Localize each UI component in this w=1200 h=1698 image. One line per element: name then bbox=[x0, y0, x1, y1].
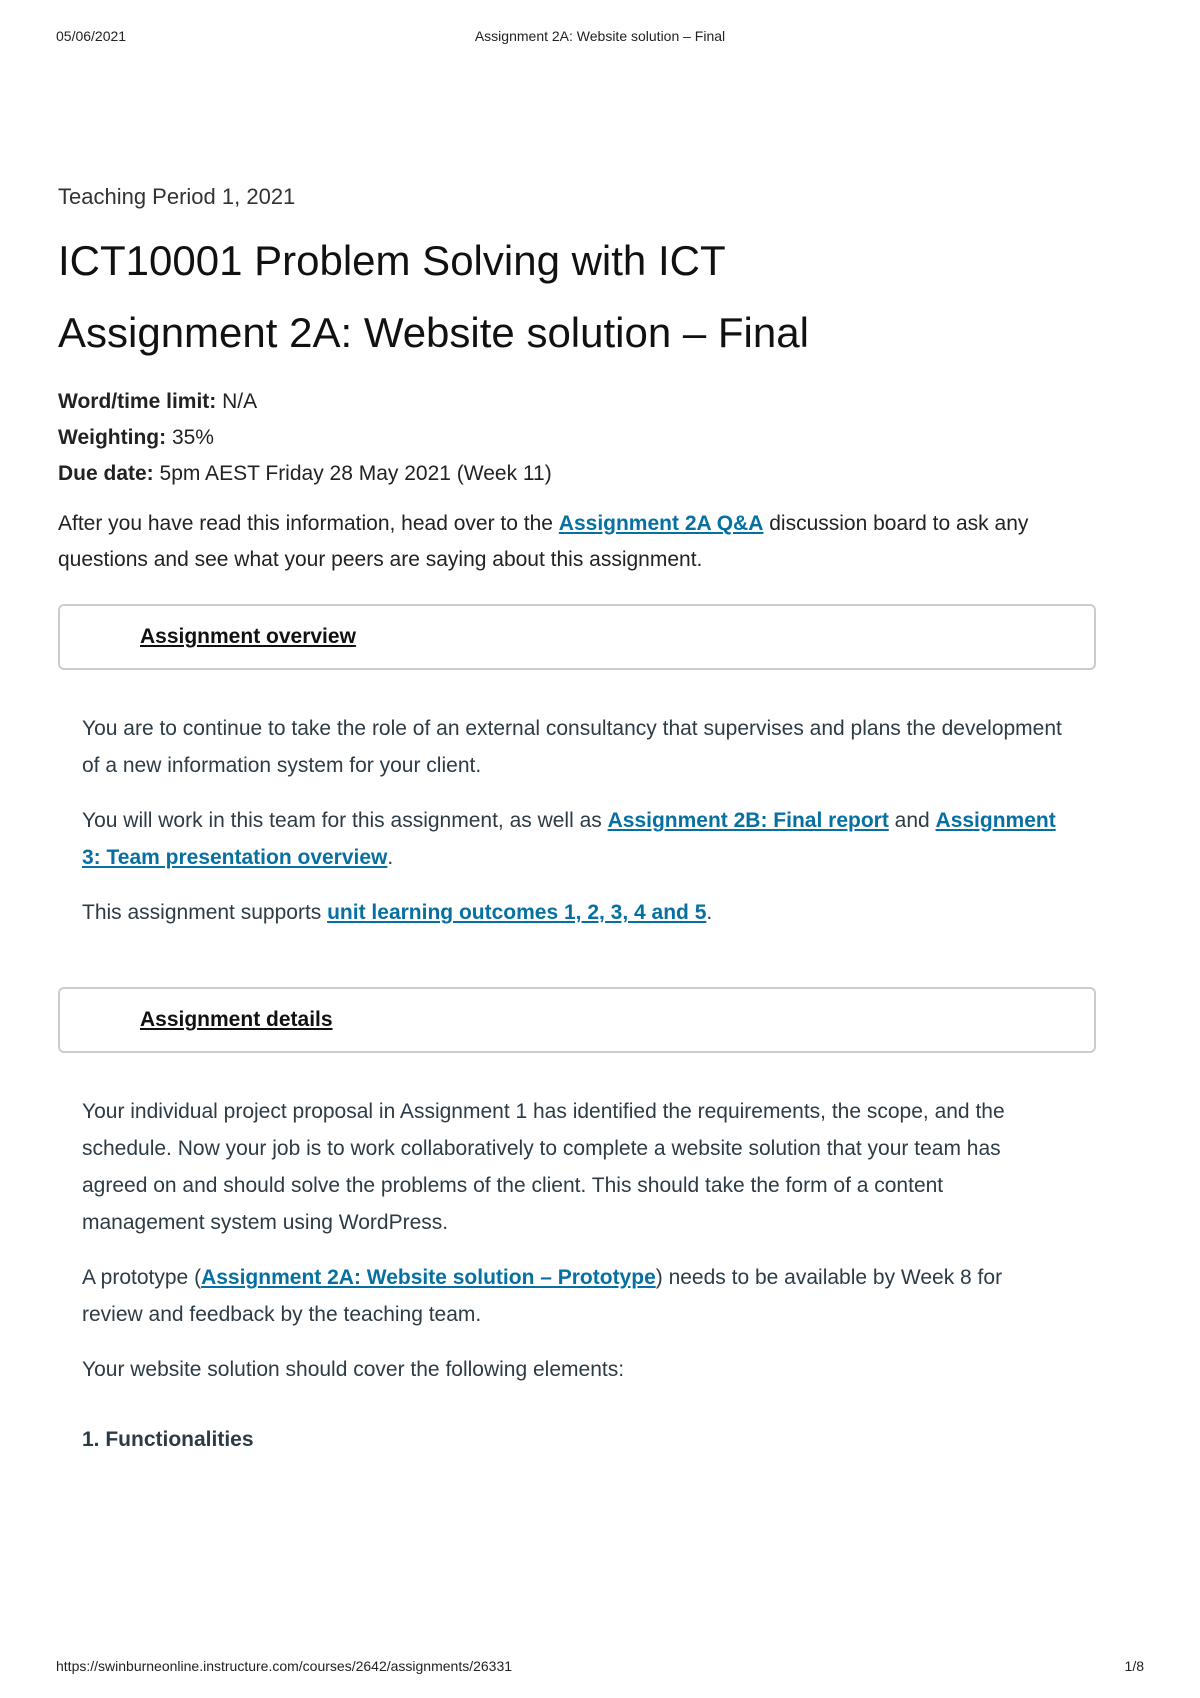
word-limit-label: Word/time limit: bbox=[58, 390, 217, 413]
prototype-link[interactable]: Assignment 2A: Website solution – Prototype bbox=[201, 1266, 656, 1289]
intro-text-after: discussion board to ask any questions and see what your peers are saying about this assignment. bbox=[58, 512, 1029, 571]
print-url: https://swinburneonline.instructure.com/courses/2642/assignments/26331 bbox=[56, 1658, 513, 1674]
overview-p2-text-after: . bbox=[387, 846, 394, 869]
assignment-overview-toggle[interactable] bbox=[58, 604, 1096, 670]
overview-paragraph-2 bbox=[82, 802, 1062, 876]
print-date: 05/06/2021 bbox=[56, 28, 127, 44]
print-document-title: Assignment 2A: Website solution – Final bbox=[474, 28, 726, 44]
qa-discussion-link[interactable]: Assignment 2A Q&A bbox=[558, 512, 764, 535]
overview-paragraph-1: You are to continue to take the role of an external consultancy that supervises and plans the development of a new information system for your client. bbox=[82, 717, 1062, 777]
overview-p2-text-mid: and bbox=[888, 809, 936, 832]
weighting-row bbox=[58, 420, 1098, 456]
assignment-content bbox=[58, 184, 1098, 1452]
overview-p2-text-before: You will work in this team for this assignment, as well as bbox=[82, 809, 608, 832]
due-date-row bbox=[58, 456, 1098, 492]
details-paragraph-3: Your website solution should cover the following elements: bbox=[82, 1358, 625, 1381]
word-limit-row bbox=[58, 384, 1098, 420]
overview-p3-text-after: . bbox=[706, 901, 713, 924]
assignment-title: Assignment 2A: Website solution – Final bbox=[58, 309, 809, 356]
assignment-overview-heading[interactable]: Assignment overview bbox=[140, 625, 356, 648]
overview-paragraph-3 bbox=[82, 894, 1062, 931]
details-p2-text-after: ) needs to be available by Week 8 for review and feedback by the teaching team. bbox=[82, 1266, 1003, 1326]
team-presentation-link[interactable]: Assignment 3: Team presentation overview bbox=[82, 809, 1056, 869]
details-paragraph-1: Your individual project proposal in Assignment 1 has identified the requirements, the scope, and the schedule. Now your job is to work collaboratively to complete a website solution that your team has agreed on and should solve the problems of the client. This should take the form of a content management system using WordPress. bbox=[82, 1100, 1005, 1234]
final-report-link[interactable]: Assignment 2B: Final report bbox=[607, 809, 889, 832]
assignment-details-section bbox=[58, 1053, 1062, 1452]
print-footer bbox=[56, 1658, 1144, 1678]
overview-p3-text-before: This assignment supports bbox=[82, 901, 328, 924]
intro-text-before: After you have read this information, head over to the bbox=[58, 512, 559, 535]
print-header bbox=[56, 28, 1144, 48]
due-date-label: Due date: bbox=[58, 462, 154, 485]
learning-outcomes-link[interactable]: unit learning outcomes 1, 2, 3, 4 and 5 bbox=[327, 901, 707, 924]
word-limit-value: N/A bbox=[222, 390, 258, 413]
assignment-overview-section bbox=[58, 670, 1062, 987]
page-number: 1/8 bbox=[1124, 1658, 1144, 1674]
course-title: ICT10001 Problem Solving with ICT bbox=[58, 237, 726, 284]
due-date-value: 5pm AEST Friday 28 May 2021 (Week 11) bbox=[159, 462, 552, 485]
assignment-details-heading[interactable]: Assignment details bbox=[140, 1008, 333, 1031]
weighting-value: 35% bbox=[171, 426, 214, 449]
functionalities-heading: 1. Functionalities bbox=[82, 1428, 254, 1451]
details-p2-text-before: A prototype ( bbox=[82, 1266, 202, 1289]
assignment-details-toggle[interactable] bbox=[58, 987, 1096, 1053]
intro-paragraph bbox=[58, 506, 1098, 578]
details-paragraph-2 bbox=[82, 1259, 1062, 1333]
teaching-period: Teaching Period 1, 2021 bbox=[58, 184, 296, 209]
weighting-label: Weighting: bbox=[58, 426, 167, 449]
